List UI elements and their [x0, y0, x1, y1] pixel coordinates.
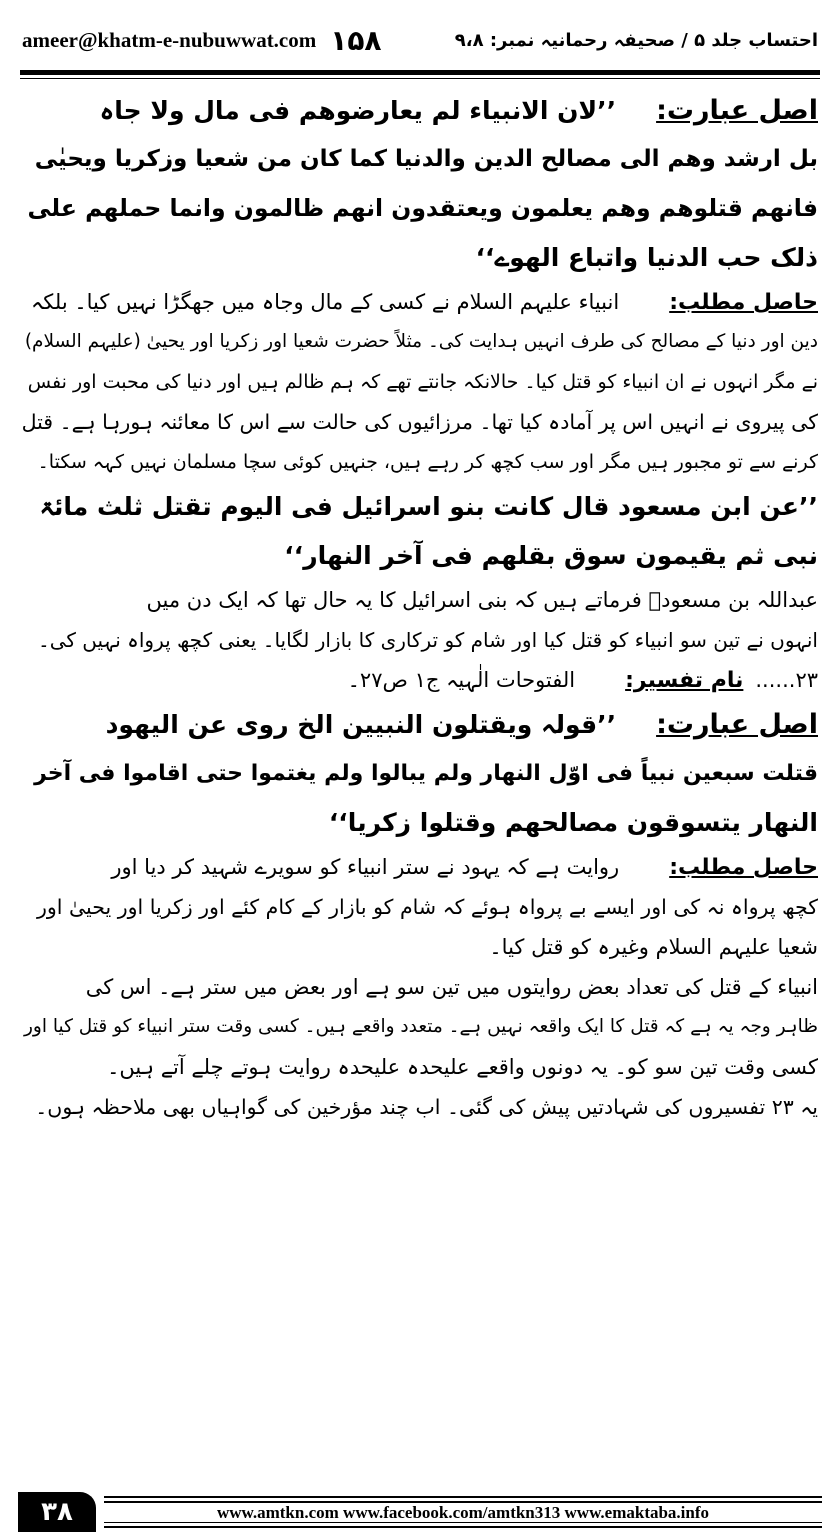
- urdu-text-line: [22, 967, 818, 1007]
- arabic-text-line: [22, 749, 818, 798]
- line-text: ’’قولہ ویقتلون النبیین الخ روی عن الیھود: [105, 710, 617, 739]
- urdu-text-line: [22, 580, 818, 620]
- footer-page-number: ۳۸: [18, 1492, 96, 1532]
- line-text: انبیاء علیہم السلام نے کسی کے مال وجاہ میں جھگڑا نہیں کیا۔ بلکہ: [30, 290, 620, 314]
- footer-rule: [104, 1496, 822, 1498]
- line-text: یہ ۲۳ تفسیروں کی شہادتیں پیش کی گئی۔ اب چند مؤرخین کی گواہیاں بھی ملاحظہ ہوں۔: [35, 1095, 818, 1119]
- line-text: ’’لان الانبیاء لم یعارضوھم فی مال ولا جاہ: [99, 96, 617, 125]
- urdu-text-line: [22, 1087, 818, 1127]
- line-text: ظاہر وجہ یہ ہے کہ قتل کا ایک واقعہ نہیں ہے۔ متعدد واقعے ہیں۔ کسی وقت ستر انبیاء کو قتل کیا اور: [24, 1016, 818, 1037]
- urdu-text-line: [22, 660, 818, 700]
- footer-rule: [104, 1526, 822, 1528]
- section-label: نام تفسیر:: [625, 668, 744, 693]
- line-text: کرنے سے تو مجبور ہیں مگر اور سب کچھ کر رہے ہیں، جنہیں کوئی سچا مسلمان نہیں کہہ سکتا۔: [37, 451, 818, 473]
- arabic-text-line: [22, 482, 818, 531]
- line-text: شعیا علیہم السلام وغیرہ کو قتل کیا۔: [489, 935, 818, 959]
- urdu-text-line: [22, 442, 818, 482]
- header-left: [22, 24, 382, 57]
- page-footer: [18, 1492, 822, 1532]
- urdu-text-line: [22, 1047, 818, 1087]
- header-book-title: احتساب جلد ۵ / صحیفہ رحمانیہ نمبر: ۹،۸: [454, 29, 818, 51]
- line-text: النھار یتسوقون مصالحھم وقتلوا زکریا‘‘: [328, 808, 818, 837]
- urdu-text-line: [22, 362, 818, 402]
- urdu-text-line: [22, 402, 818, 442]
- arabic-text-line: [22, 531, 818, 580]
- line-text: کچھ پرواہ نہ کی اور ایسے بے پرواہ ہوئے کہ شام کو بازار کے کام کئے اور زکریا اور یحییٰ اور: [36, 895, 818, 919]
- footer-links: www.amtkn.com www.facebook.com/amtkn313 www.emaktaba.info: [104, 1504, 822, 1522]
- urdu-text-line: [22, 282, 818, 322]
- arabic-text-line: [22, 184, 818, 233]
- arabic-text-line: [22, 233, 818, 282]
- urdu-text-line: [22, 927, 818, 967]
- line-text: ’’عن ابن مسعود قال کانت بنو اسرائیل فی الیوم تقتل ثلث مائۃ: [39, 492, 818, 521]
- urdu-text-line: [22, 847, 818, 887]
- line-text: انبیاء کے قتل کی تعداد بعض روایتوں میں تین سو ہے اور بعض میں ستر ہے۔ اس کی: [85, 975, 818, 999]
- footer-links-band: [104, 1492, 822, 1532]
- arabic-text-line: [22, 86, 818, 135]
- line-text: دین اور دنیا کے مصالح کی طرف انہیں ہدایت کی۔ مثلاً حضرت شعیا اور زکریا اور یحییٰ (علیہم السلام): [24, 331, 818, 352]
- section-label: اصل عبارت:: [656, 95, 818, 126]
- line-text: عبداللہ بن مسعودؓ فرماتے ہیں کہ بنی اسرائیل کا یہ حال تھا کہ ایک دن میں: [146, 588, 818, 612]
- arabic-text-line: [22, 135, 818, 184]
- line-text: کسی وقت تین سو کو۔ یہ دونوں واقعے علیحدہ علیحدہ روایت ہوتے چلے آتے ہیں۔: [107, 1055, 818, 1079]
- line-text: نے مگر انہوں نے ان انبیاء کو قتل کیا۔ حالانکہ جانتے تھے کہ ہم ظالم ہیں اور دنیا کی محبت اور نفس: [27, 371, 818, 393]
- header-rule-thin: [20, 78, 820, 79]
- item-number: ۲۳......: [755, 668, 818, 692]
- line-text: فانھم قتلوھم وھم یعلمون ویعتقدون انھم ظالمون وانما حملھم علی: [27, 194, 818, 222]
- urdu-text-line: [22, 1007, 818, 1047]
- line-text: انہوں نے تین سو انبیاء کو قتل کیا اور شام کو ترکاری کا بازار لگایا۔ یعنی کچھ پرواہ نہیں کی۔: [37, 628, 818, 652]
- line-text: الفتوحات الٰہیہ ج۱ ص۲۷۔: [347, 668, 576, 692]
- header-page-number: ۱۵۸: [330, 23, 382, 57]
- arabic-text-line: [22, 798, 818, 847]
- header-email: ameer@khatm-e-nubuwwat.com: [22, 27, 317, 52]
- page-body: [22, 86, 818, 1127]
- line-text: روایت ہے کہ یہود نے ستر انبیاء کو سویرے شہید کر دیا اور: [111, 855, 620, 879]
- line-text: کی پیروی نے انہیں اس پر آمادہ کیا تھا۔ مرزائیوں کی حالت سے اس کا معائنہ ہورہا ہے۔ قتل: [22, 410, 818, 434]
- section-label: حاصل مطلب:: [669, 290, 818, 315]
- section-label: اصل عبارت:: [656, 709, 818, 740]
- section-label: حاصل مطلب:: [669, 855, 818, 880]
- line-text: قتلت سبعین نبیاً فی اوّل النھار ولم یبالوا ولم یغتموا حتی اقاموا فی آخر: [34, 761, 818, 786]
- page-header: [22, 20, 818, 60]
- arabic-text-line: [22, 700, 818, 749]
- urdu-text-line: [22, 620, 818, 660]
- urdu-text-line: [22, 887, 818, 927]
- line-text: نبی ثم یقیمون سوق بقلھم فی آخر النھار‘‘: [284, 541, 818, 570]
- header-rule-thick: [20, 70, 820, 75]
- line-text: ذلک حب الدنیا واتباع الھوے‘‘: [475, 243, 818, 272]
- line-text: بل ارشد وھم الی مصالح الدین والدنیا کما کان من شعیا وزکریا ویحیٰی: [34, 146, 818, 172]
- urdu-text-line: [22, 322, 818, 362]
